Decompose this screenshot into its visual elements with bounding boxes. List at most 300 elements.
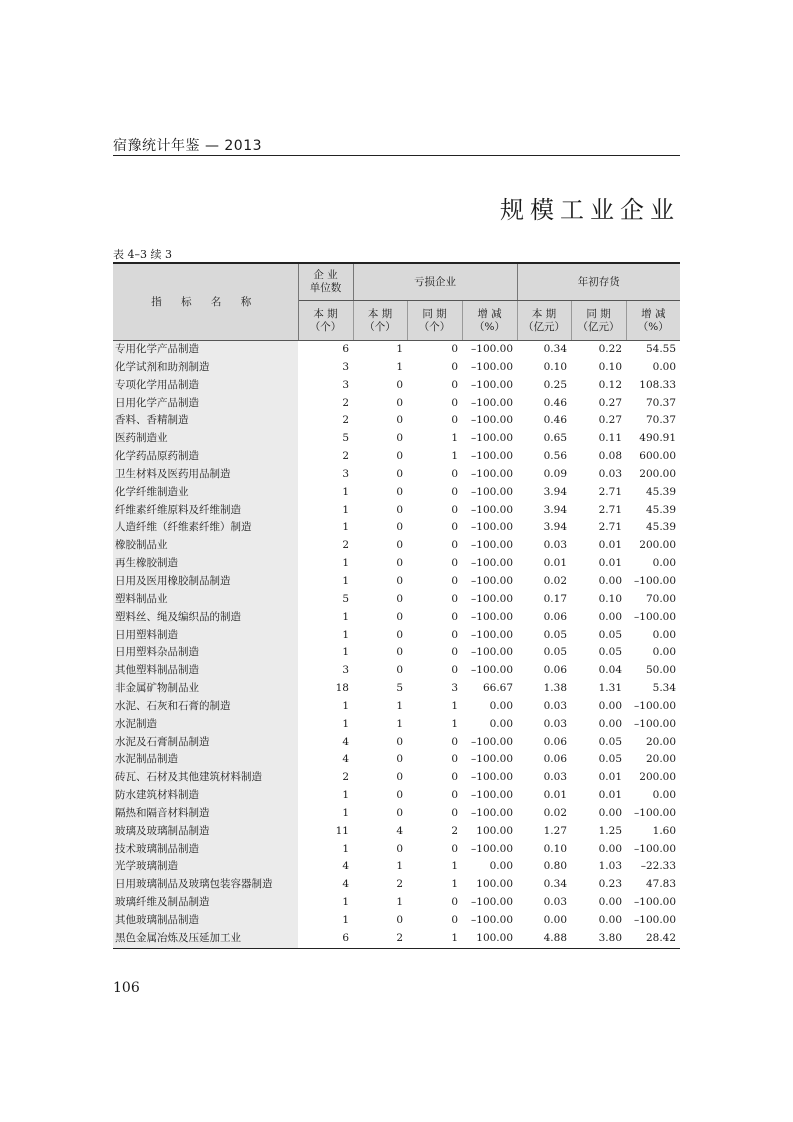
cell-inventory-current: 1.38: [543, 682, 568, 695]
cell-inventory-previous: 0.11: [598, 432, 623, 445]
cell-inventory-previous: 1.25: [598, 824, 623, 837]
cell-loss-current: 0: [396, 396, 403, 409]
cell-inventory-current: 1.27: [543, 824, 568, 837]
cell-loss-change: 0.00: [489, 699, 514, 712]
cell-inventory-current: 0.17: [543, 592, 568, 605]
cell-indicator-name: 化学试剂和助剂制造: [113, 359, 298, 377]
cell-inventory-previous: 0.01: [598, 789, 623, 802]
cell-loss-change: –100.00: [471, 414, 514, 427]
cell-inventory-change: 28.42: [626, 930, 680, 948]
cell-inventory-previous: 0.03: [598, 467, 623, 480]
cell-inventory-change: 0.00: [652, 646, 677, 659]
table-row: [113, 502, 680, 520]
table-row: [113, 537, 680, 555]
cell-loss-current: 0: [396, 521, 403, 534]
cell-loss-previous: 0: [451, 789, 458, 802]
subheader-inventory-previous: 同 期 （亿元）: [571, 301, 626, 341]
cell-enterprise-count: 1: [342, 628, 349, 641]
cell-inventory-previous: 0.05: [598, 628, 623, 641]
table-row: [113, 591, 680, 609]
cell-inventory-previous: 0.23: [598, 878, 623, 891]
cell-indicator-name: 玻璃及玻璃制品制造: [113, 823, 298, 841]
cell-inventory-previous: 0.01: [598, 557, 623, 570]
cell-inventory-current: 0.46: [543, 414, 568, 427]
cell-loss-previous: 3: [451, 682, 458, 695]
cell-loss-change: –100.00: [471, 450, 514, 463]
table-row: [113, 930, 680, 948]
cell-loss-change: –100.00: [471, 521, 514, 534]
cell-loss-previous: 2: [451, 824, 458, 837]
cell-indicator-name: 水泥制造: [113, 716, 298, 734]
cell-loss-previous: 0: [451, 396, 458, 409]
cell-inventory-current: 0.65: [543, 432, 568, 445]
cell-inventory-change: 108.33: [639, 378, 677, 391]
cell-loss-change: –100.00: [471, 664, 514, 677]
cell-loss-change: –100.00: [471, 914, 514, 926]
cell-enterprise-count: 2: [342, 771, 349, 784]
cell-enterprise-count: 6: [342, 343, 349, 355]
cell-loss-previous: 0: [451, 467, 458, 480]
cell-inventory-previous: 0.12: [598, 378, 623, 391]
cell-inventory-change: 70.37: [645, 414, 677, 427]
cell-indicator-name: 卫生材料及医药用品制造: [113, 466, 298, 484]
cell-loss-current: 2: [353, 930, 407, 948]
table-row: [113, 823, 680, 841]
cell-inventory-current: 4.88: [517, 930, 571, 948]
cell-inventory-previous: 0.10: [598, 592, 623, 605]
cell-loss-current: 1: [396, 896, 403, 909]
cell-inventory-previous: 0.00: [598, 806, 623, 819]
cell-loss-current: 0: [396, 450, 403, 463]
cell-inventory-current: 0.03: [543, 896, 568, 909]
cell-inventory-previous: 0.01: [598, 539, 623, 552]
cell-inventory-current: 0.06: [543, 610, 568, 623]
cell-loss-previous: 0: [451, 914, 458, 926]
cell-loss-current: 1: [396, 860, 403, 873]
table-row: [113, 787, 680, 805]
cell-inventory-previous: 0.00: [598, 717, 623, 730]
cell-enterprise-count: 3: [342, 664, 349, 677]
cell-inventory-change: 0.00: [652, 789, 677, 802]
table-row: [113, 662, 680, 680]
cell-inventory-change: 200.00: [639, 539, 677, 552]
cell-enterprise-count: 2: [342, 539, 349, 552]
cell-enterprise-count: 1: [342, 503, 349, 516]
cell-enterprise-count: 3: [342, 467, 349, 480]
cell-loss-current: 0: [396, 414, 403, 427]
cell-inventory-previous: 0.00: [598, 699, 623, 712]
cell-inventory-change: 0.00: [652, 557, 677, 570]
cell-inventory-current: 0.03: [543, 771, 568, 784]
cell-indicator-name: 隔热和隔音材料制造: [113, 805, 298, 823]
cell-loss-previous: 0: [451, 378, 458, 391]
subheader-loss-change: 增 减 （%）: [462, 301, 517, 341]
cell-inventory-current: 0.80: [543, 860, 568, 873]
cell-inventory-change: –100.00: [634, 896, 677, 909]
cell-loss-previous: 0: [451, 628, 458, 641]
cell-enterprise-count: 1: [342, 789, 349, 802]
cell-loss-previous: 0: [451, 771, 458, 784]
cell-indicator-name: 日用塑料制造: [113, 627, 298, 645]
cell-indicator-name: 纤维素纤维原料及纤维制造: [113, 502, 298, 520]
cell-inventory-change: 20.00: [645, 735, 677, 748]
cell-inventory-current: 0.10: [543, 842, 568, 855]
cell-loss-previous: 0: [451, 539, 458, 552]
cell-inventory-change: 1.60: [652, 824, 677, 837]
cell-indicator-name: 水泥及石膏制品制造: [113, 734, 298, 752]
cell-inventory-current: 0.03: [543, 699, 568, 712]
cell-inventory-change: –100.00: [634, 717, 677, 730]
cell-indicator-name: 再生橡胶制造: [113, 555, 298, 573]
table-row: [113, 519, 680, 537]
cell-loss-change: 100.00: [462, 930, 517, 948]
table-row: [113, 430, 680, 448]
cell-enterprise-count: 11: [335, 824, 349, 837]
cell-loss-change: –100.00: [471, 467, 514, 480]
table-row: [113, 912, 680, 930]
cell-indicator-name: 黑色金属冶炼及压延加工业: [113, 930, 298, 948]
cell-loss-change: –100.00: [471, 628, 514, 641]
cell-loss-previous: 0: [451, 664, 458, 677]
cell-enterprise-count: 1: [342, 557, 349, 570]
table-row: [113, 858, 680, 876]
page-number: 106: [113, 980, 140, 996]
cell-enterprise-count: 5: [342, 592, 349, 605]
cell-enterprise-count: 6: [298, 930, 353, 948]
cell-enterprise-count: 1: [342, 699, 349, 712]
cell-inventory-current: 3.94: [543, 503, 568, 516]
cell-loss-previous: 0: [451, 521, 458, 534]
cell-enterprise-count: 1: [342, 896, 349, 909]
cell-inventory-change: 45.39: [645, 485, 677, 498]
cell-loss-change: 100.00: [476, 878, 514, 891]
cell-loss-previous: 0: [451, 574, 458, 587]
cell-indicator-name: 日用及医用橡胶制品制造: [113, 573, 298, 591]
cell-loss-change: 66.67: [482, 682, 514, 695]
table-row: [113, 769, 680, 787]
cell-inventory-change: –100.00: [634, 699, 677, 712]
cell-loss-current: 0: [396, 914, 403, 926]
cell-loss-current: 0: [396, 664, 403, 677]
cell-indicator-name: 化学药品原药制造: [113, 448, 298, 466]
cell-inventory-previous: 0.00: [598, 896, 623, 909]
cell-inventory-change: 490.91: [639, 432, 677, 445]
cell-loss-current: 0: [396, 842, 403, 855]
cell-inventory-current: 0.03: [543, 717, 568, 730]
cell-enterprise-count: 2: [342, 396, 349, 409]
cell-inventory-change: –100.00: [634, 574, 677, 587]
statistics-table: [113, 262, 680, 949]
cell-enterprise-count: 5: [342, 432, 349, 445]
running-header: 宿豫统计年鉴 — 2013: [113, 138, 263, 154]
table-row: [113, 644, 680, 662]
cell-inventory-current: 0.05: [543, 628, 568, 641]
cell-loss-previous: 1: [451, 860, 458, 873]
table-row: [113, 716, 680, 734]
header-rule: [113, 155, 680, 156]
cell-loss-change: –100.00: [471, 753, 514, 766]
cell-indicator-name: 其他塑料制品制造: [113, 662, 298, 680]
table-row: [113, 448, 680, 466]
cell-inventory-previous: 0.04: [598, 664, 623, 677]
cell-indicator-name: 医药制造业: [113, 430, 298, 448]
cell-indicator-name: 塑料丝、绳及编织品的制造: [113, 609, 298, 627]
cell-enterprise-count: 1: [342, 610, 349, 623]
cell-inventory-previous: 0.05: [598, 753, 623, 766]
cell-indicator-name: 砖瓦、石材及其他建筑材料制造: [113, 769, 298, 787]
cell-loss-previous: 0: [451, 557, 458, 570]
cell-indicator-name: 日用塑料杂品制造: [113, 644, 298, 662]
cell-loss-current: 0: [396, 574, 403, 587]
cell-enterprise-count: 1: [342, 914, 349, 926]
table-row: [113, 698, 680, 716]
cell-loss-change: –100.00: [471, 646, 514, 659]
cell-inventory-current: 0.46: [543, 396, 568, 409]
header-enterprise-count: 企 业 单位数: [298, 263, 353, 301]
table-row: [113, 680, 680, 698]
cell-enterprise-count: 1: [342, 574, 349, 587]
cell-loss-change: –100.00: [471, 539, 514, 552]
cell-inventory-current: 3.94: [543, 521, 568, 534]
cell-enterprise-count: 1: [342, 646, 349, 659]
cell-inventory-change: 5.34: [652, 682, 677, 695]
table-row: [113, 805, 680, 823]
cell-loss-change: –100.00: [471, 610, 514, 623]
cell-loss-change: –100.00: [471, 896, 514, 909]
cell-loss-previous: 1: [451, 878, 458, 891]
cell-loss-previous: 0: [451, 414, 458, 427]
cell-inventory-previous: 0.22: [598, 343, 623, 355]
cell-loss-previous: 0: [451, 753, 458, 766]
cell-indicator-name: 香料、香精制造: [113, 412, 298, 430]
cell-loss-change: –100.00: [471, 735, 514, 748]
cell-inventory-change: 200.00: [639, 467, 677, 480]
subheader-inventory-current: 本 期 （亿元）: [517, 301, 571, 341]
cell-indicator-name: 光学玻璃制造: [113, 858, 298, 876]
cell-inventory-previous: 2.71: [598, 503, 623, 516]
cell-enterprise-count: 2: [342, 450, 349, 463]
table-row: [113, 627, 680, 645]
table-row: [113, 609, 680, 627]
cell-loss-change: –100.00: [471, 503, 514, 516]
section-title: 规模工业企业: [500, 196, 680, 224]
cell-inventory-current: 0.10: [543, 360, 568, 373]
cell-inventory-previous: 1.03: [598, 860, 623, 873]
table-row: [113, 359, 680, 377]
cell-indicator-name: 玻璃纤维及制品制造: [113, 894, 298, 912]
cell-inventory-current: 0.25: [543, 378, 568, 391]
table-row: [113, 573, 680, 591]
cell-indicator-name: 非金属矿物制品业: [113, 680, 298, 698]
cell-loss-current: 0: [396, 557, 403, 570]
cell-inventory-previous: 0.27: [598, 396, 623, 409]
cell-loss-previous: 0: [451, 485, 458, 498]
cell-loss-current: 1: [396, 360, 403, 373]
cell-loss-previous: 0: [451, 592, 458, 605]
cell-loss-current: 0: [396, 503, 403, 516]
subheader-inventory-change: 增 减 （%）: [626, 301, 680, 341]
cell-inventory-change: 47.83: [645, 878, 677, 891]
cell-indicator-name: 日用玻璃制品及玻璃包装容器制造: [113, 876, 298, 894]
cell-inventory-change: 0.00: [652, 628, 677, 641]
cell-enterprise-count: 4: [342, 735, 349, 748]
cell-loss-change: 0.00: [489, 860, 514, 873]
cell-loss-previous: 1: [451, 432, 458, 445]
cell-loss-change: 0.00: [489, 717, 514, 730]
cell-inventory-previous: 3.80: [571, 930, 626, 948]
subheader-loss-current: 本 期 （个）: [353, 301, 407, 341]
cell-inventory-change: –22.33: [640, 860, 677, 873]
cell-indicator-name: 塑料制品业: [113, 591, 298, 609]
cell-loss-previous: 0: [451, 896, 458, 909]
cell-inventory-current: 0.06: [543, 735, 568, 748]
cell-inventory-change: 45.39: [645, 521, 677, 534]
cell-indicator-name: 橡胶制品业: [113, 537, 298, 555]
table-row: [113, 395, 680, 413]
cell-inventory-previous: 0.00: [598, 574, 623, 587]
cell-enterprise-count: 18: [335, 682, 349, 695]
cell-loss-current: 0: [396, 735, 403, 748]
cell-loss-previous: 0: [451, 842, 458, 855]
table-row: [113, 377, 680, 395]
cell-loss-current: 0: [396, 806, 403, 819]
cell-loss-current: 0: [396, 485, 403, 498]
table-row: [113, 876, 680, 894]
header-opening-inventory: 年初存货: [517, 263, 680, 301]
cell-loss-current: 1: [396, 699, 403, 712]
cell-loss-change: –100.00: [471, 343, 514, 355]
cell-loss-change: 100.00: [476, 824, 514, 837]
cell-inventory-change: 20.00: [645, 753, 677, 766]
cell-inventory-current: 0.01: [543, 789, 568, 802]
cell-inventory-change: 600.00: [639, 450, 677, 463]
cell-inventory-current: 0.09: [543, 467, 568, 480]
cell-loss-current: 0: [396, 628, 403, 641]
header-indicator-name: 指 标 名 称: [113, 263, 298, 341]
cell-inventory-previous: 0.08: [598, 450, 623, 463]
cell-inventory-current: 0.34: [543, 878, 568, 891]
cell-loss-previous: 0: [451, 646, 458, 659]
cell-loss-change: –100.00: [471, 485, 514, 498]
cell-loss-previous: 0: [451, 343, 458, 355]
table-body: [113, 341, 680, 949]
cell-inventory-current: 0.06: [543, 664, 568, 677]
cell-enterprise-count: 3: [342, 378, 349, 391]
cell-loss-change: –100.00: [471, 771, 514, 784]
cell-inventory-change: –100.00: [634, 610, 677, 623]
cell-loss-current: 4: [396, 824, 403, 837]
subheader-loss-previous: 同 期 （个）: [407, 301, 462, 341]
cell-inventory-current: 0.00: [543, 914, 568, 926]
table-row: [113, 341, 680, 359]
cell-loss-previous: 1: [407, 930, 462, 948]
table-row: [113, 734, 680, 752]
cell-inventory-current: 0.56: [543, 450, 568, 463]
cell-loss-previous: 1: [451, 717, 458, 730]
table-row: [113, 555, 680, 573]
cell-inventory-previous: 0.00: [598, 610, 623, 623]
table-row: [113, 751, 680, 769]
cell-inventory-change: 45.39: [645, 503, 677, 516]
cell-indicator-name: 专项化学用品制造: [113, 377, 298, 395]
cell-inventory-previous: 2.71: [598, 485, 623, 498]
cell-loss-previous: 0: [451, 610, 458, 623]
table-row: [113, 484, 680, 502]
cell-inventory-change: 70.00: [645, 592, 677, 605]
cell-inventory-previous: 0.01: [598, 771, 623, 784]
cell-indicator-name: 化学纤维制造业: [113, 484, 298, 502]
cell-indicator-name: 人造纤维（纤维素纤维）制造: [113, 519, 298, 537]
cell-inventory-change: 0.00: [652, 360, 677, 373]
cell-inventory-previous: 1.31: [598, 682, 623, 695]
cell-loss-change: –100.00: [471, 378, 514, 391]
cell-loss-current: 2: [396, 878, 403, 891]
cell-loss-current: 0: [396, 592, 403, 605]
cell-inventory-change: –100.00: [634, 806, 677, 819]
cell-inventory-change: 200.00: [639, 771, 677, 784]
table-caption: 表 4–3 续 3: [113, 248, 172, 261]
cell-indicator-name: 其他玻璃制品制造: [113, 912, 298, 930]
cell-loss-current: 0: [396, 432, 403, 445]
cell-loss-current: 0: [396, 753, 403, 766]
cell-inventory-previous: 0.00: [598, 914, 623, 926]
table-row: [113, 894, 680, 912]
cell-enterprise-count: 1: [342, 521, 349, 534]
cell-loss-previous: 0: [451, 806, 458, 819]
cell-loss-previous: 1: [451, 699, 458, 712]
header-loss-enterprises: 亏损企业: [353, 263, 517, 301]
cell-loss-previous: 0: [451, 360, 458, 373]
cell-inventory-current: 0.02: [543, 806, 568, 819]
cell-inventory-current: 0.02: [543, 574, 568, 587]
cell-enterprise-count: 4: [342, 878, 349, 891]
table-row: [113, 841, 680, 859]
cell-inventory-change: 70.37: [645, 396, 677, 409]
cell-inventory-previous: 0.05: [598, 735, 623, 748]
cell-enterprise-count: 2: [342, 414, 349, 427]
cell-loss-previous: 1: [451, 450, 458, 463]
cell-loss-previous: 0: [451, 735, 458, 748]
cell-inventory-previous: 0.05: [598, 646, 623, 659]
cell-indicator-name: 水泥制品制造: [113, 751, 298, 769]
cell-indicator-name: 防水建筑材料制造: [113, 787, 298, 805]
cell-loss-current: 5: [396, 682, 403, 695]
cell-loss-change: –100.00: [471, 592, 514, 605]
cell-loss-current: 1: [396, 343, 403, 355]
cell-loss-current: 0: [396, 646, 403, 659]
cell-indicator-name: 水泥、石灰和石膏的制造: [113, 698, 298, 716]
cell-loss-current: 0: [396, 771, 403, 784]
cell-enterprise-count: 3: [342, 360, 349, 373]
cell-loss-current: 1: [396, 717, 403, 730]
cell-loss-current: 0: [396, 610, 403, 623]
cell-enterprise-count: 1: [342, 842, 349, 855]
cell-inventory-current: 0.34: [543, 343, 568, 355]
cell-enterprise-count: 1: [342, 806, 349, 819]
cell-loss-change: –100.00: [471, 432, 514, 445]
cell-loss-current: 0: [396, 789, 403, 802]
cell-indicator-name: 技术玻璃制品制造: [113, 841, 298, 859]
cell-loss-current: 0: [396, 378, 403, 391]
cell-inventory-current: 0.06: [543, 753, 568, 766]
cell-inventory-current: 0.05: [543, 646, 568, 659]
cell-loss-change: –100.00: [471, 360, 514, 373]
cell-enterprise-count: 1: [342, 485, 349, 498]
cell-indicator-name: 专用化学产品制造: [113, 341, 298, 359]
cell-inventory-current: 3.94: [543, 485, 568, 498]
cell-loss-change: –100.00: [471, 557, 514, 570]
cell-inventory-previous: 0.27: [598, 414, 623, 427]
